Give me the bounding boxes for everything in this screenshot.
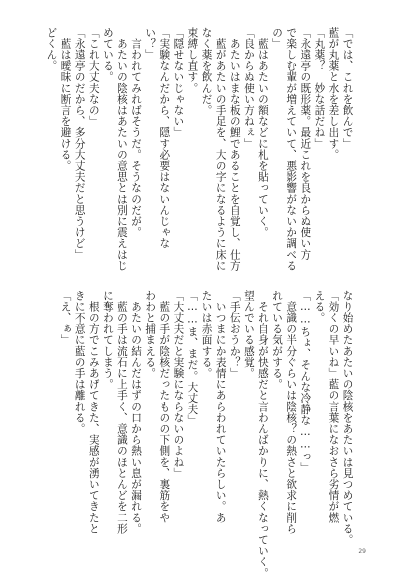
text-line: 意識の半分ぐらいは陰核？の熱さと欲求に削ら: [285, 290, 298, 535]
text-line: なり始めたあたいの陰核をあたいは見つめている。: [341, 290, 354, 546]
text-line: あたいの結んだはずの口から熱い息が漏れる。: [130, 290, 143, 535]
text-line: 藍が丸薬と水を差し出す。: [327, 27, 340, 161]
text-line: きに不意に藍の手は離れる。: [73, 290, 86, 435]
text-line: に奪われてしまう。: [101, 290, 114, 390]
text-line: 束縛し直す。: [186, 27, 199, 94]
page-number: 29: [358, 548, 366, 555]
text-line: 「……ちょ、そんな冷静な……っ」: [299, 290, 312, 474]
text-line: 「……ま、まだ。大丈夫」: [186, 290, 199, 426]
text-line: いつまにか表情にあらわれていたらしい。あ: [214, 290, 227, 524]
text-line: 「実験なんだから、隠す必要はないんじゃな: [158, 27, 171, 249]
text-line: 「隠せないじゃない」: [172, 27, 185, 138]
text-line: れている気がする。: [271, 290, 284, 390]
text-line: あたいはまな板の鯉であることを自覚し、仕方: [228, 27, 241, 272]
text-line: 藍があたいの手足を、大の字になるように床に: [214, 27, 227, 272]
text-line: で楽しむ輩が増えていて、悪影響がないか調べる: [285, 27, 298, 272]
text-line: 「大丈夫だと実験にならないのよね」: [172, 290, 185, 479]
text-line: 「効くの早いね」藍の言葉になおさら劣情が燃: [327, 290, 340, 524]
text-line: 藍はあたいの額などに札を貼っていく。: [256, 27, 269, 238]
text-line: 「丸薬？ 妙な話だね」: [313, 27, 326, 150]
text-line: 「え、ぁ」: [59, 290, 72, 346]
text-line: の」: [271, 27, 284, 50]
text-line: える。: [313, 290, 326, 324]
text-line: 「永遠亭のだから、多分大丈夫だと思うけど」: [73, 27, 86, 261]
text-line: わわと捕まえる。: [144, 290, 157, 379]
text-line: 藍は曖昧に断言を避ける。: [59, 27, 72, 172]
text-line: 「これ大丈夫なの」: [87, 27, 100, 127]
text-line: 藍の手が陰核だったものの下側を、裏筋をや: [158, 290, 171, 524]
text-line: 「良からぬ使い方ねぇ」: [242, 27, 255, 150]
text-line: 「永遠亭の既形薬。最近これを良からぬ使い方: [299, 27, 312, 261]
text-line: たいは赤面する。: [200, 290, 213, 379]
text-line: それ自身が快感だと言わんばかりに、熱くなっていく。: [256, 290, 269, 579]
text-line: 望んでいる感覚。: [242, 290, 255, 379]
text-line: 「では、これを飲んで」: [341, 27, 354, 150]
text-line: 藍の手は流石に上手く、意識のほとんどを二形: [115, 290, 128, 535]
text-line: 根の方でこみあげてきた、実感が湧いてきたと: [87, 290, 100, 535]
text-line: どくん。: [45, 27, 58, 72]
text-line: なく薬を飲んだ。: [200, 27, 213, 116]
text-line: 言われてみればそうだ。そうなのだが。: [130, 27, 143, 238]
text-line: い？」: [144, 27, 157, 61]
text-line: めている。: [101, 27, 114, 83]
text-line: 「手伝おうか？」: [228, 290, 241, 379]
text-line: あたいの陰核はあたいの意思とは別に震えはじ: [115, 27, 128, 272]
